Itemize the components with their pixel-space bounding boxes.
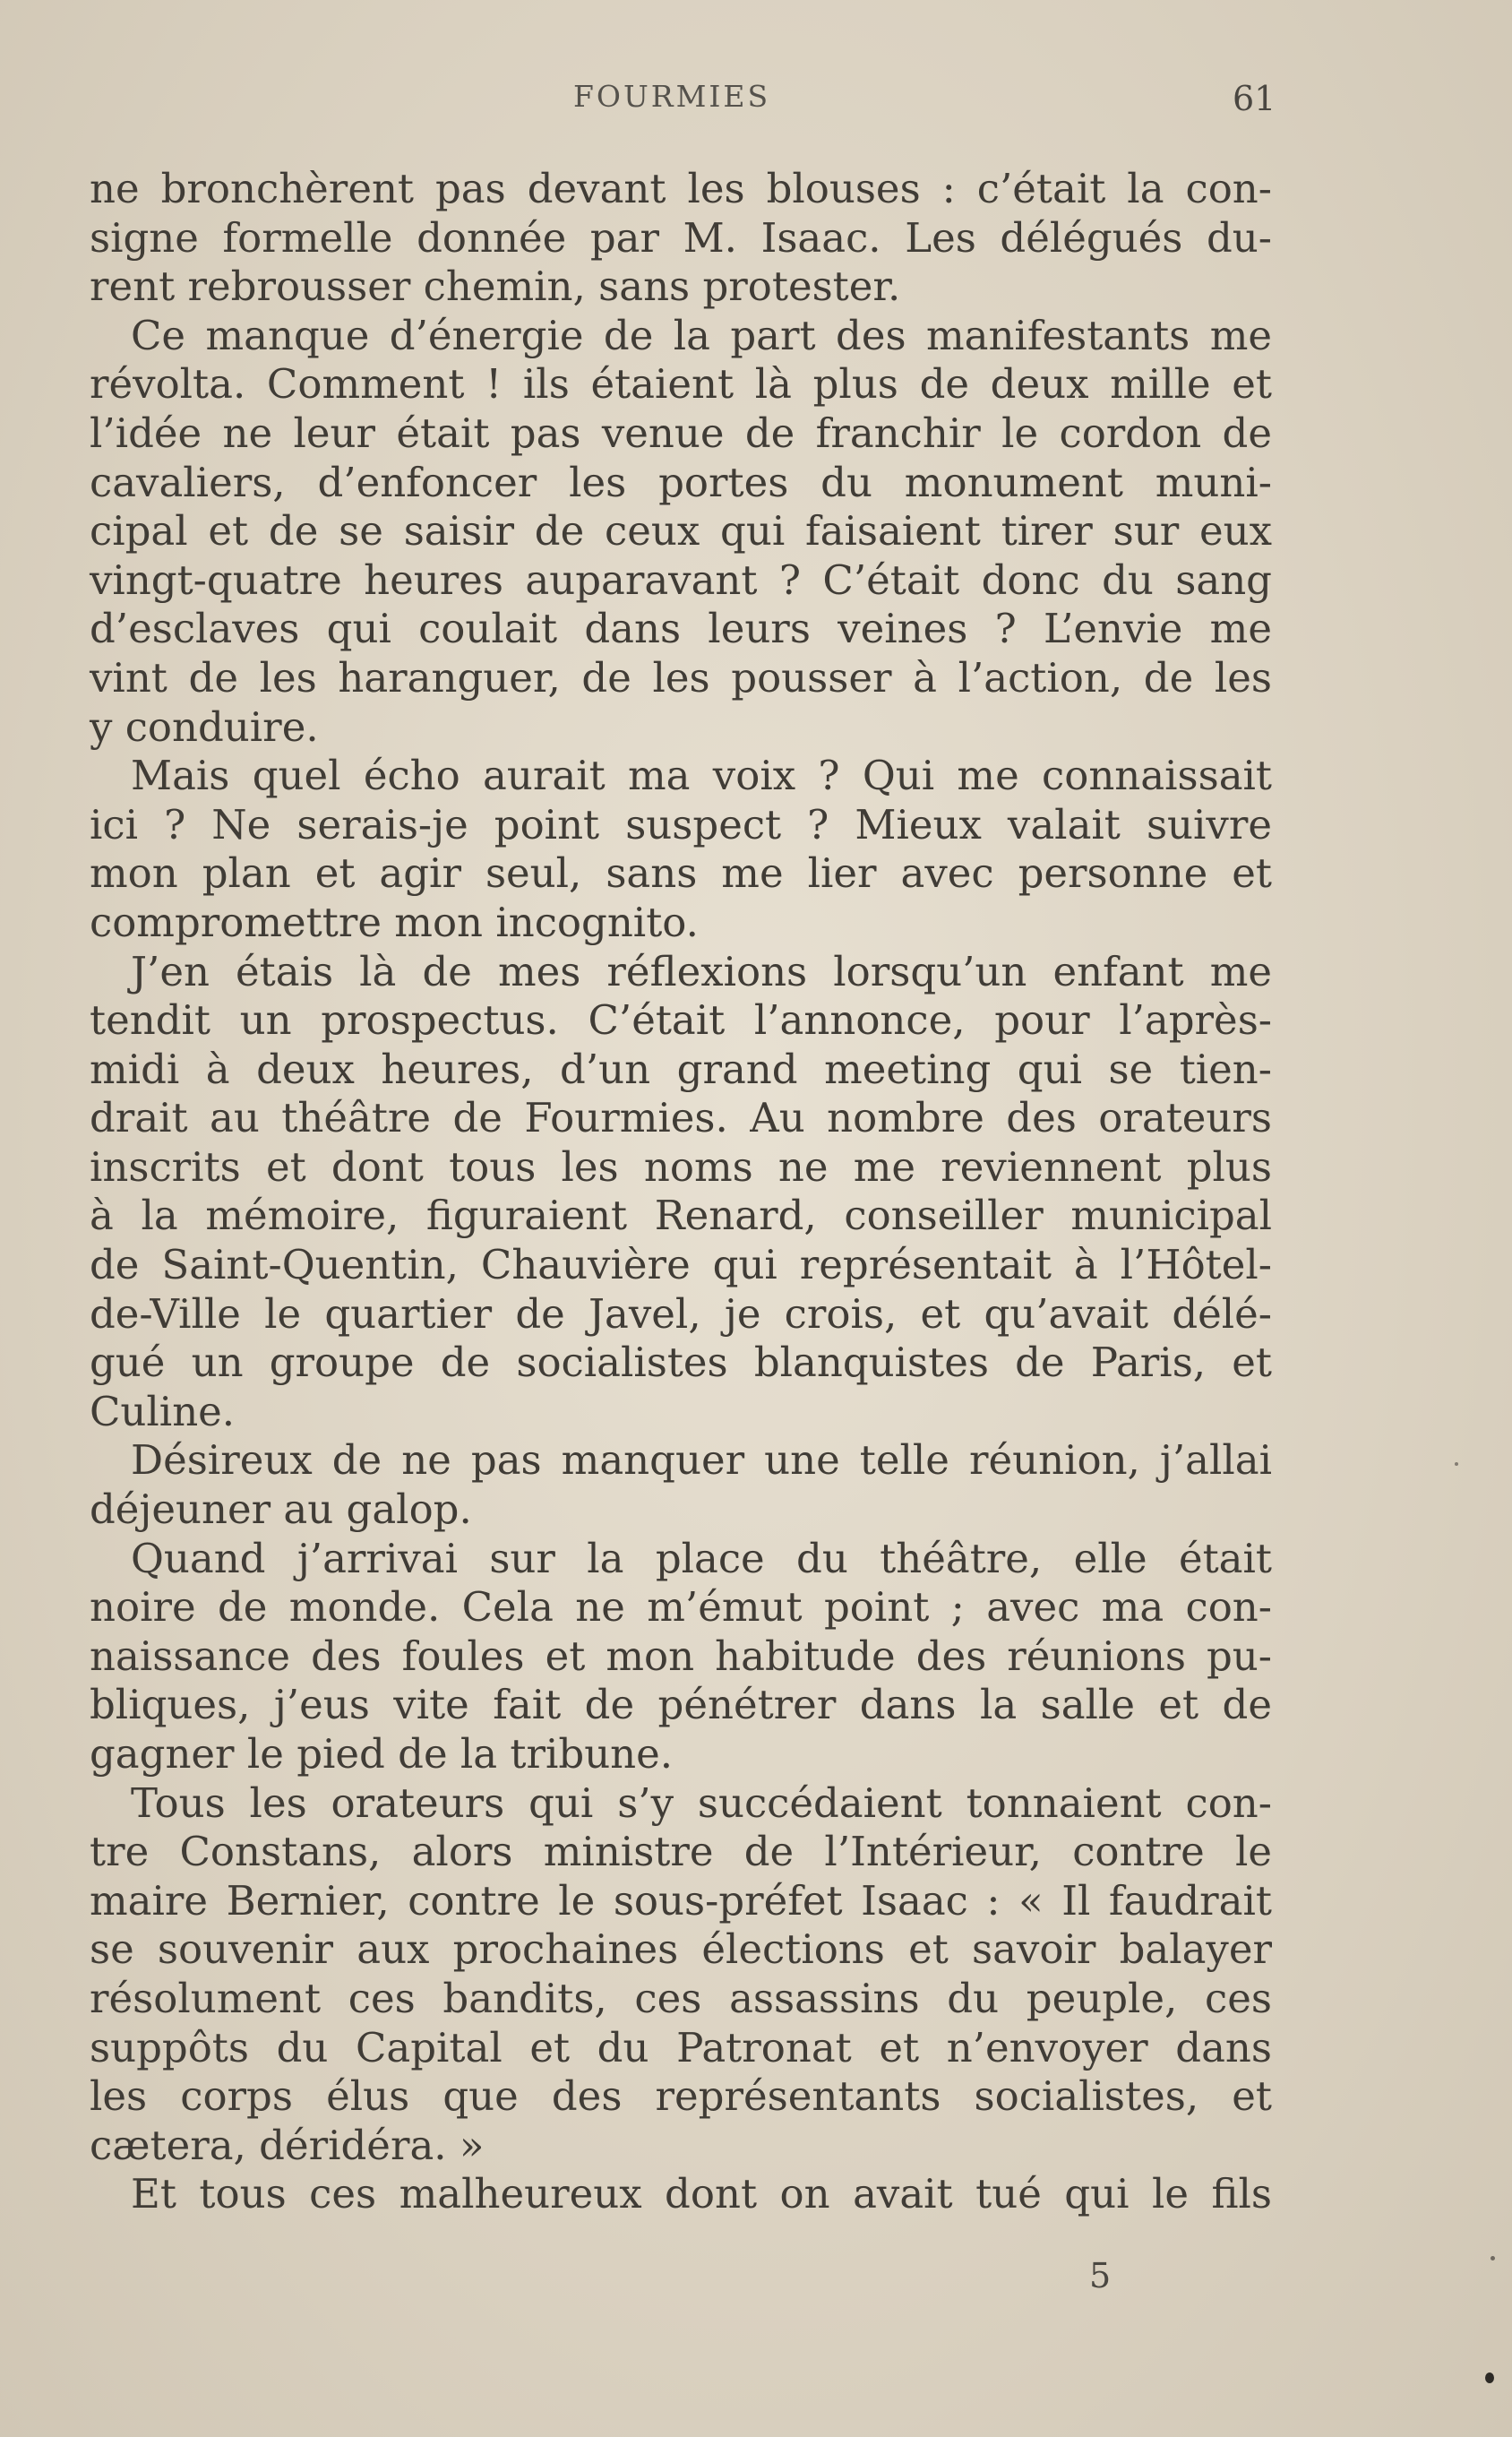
text-line: Et tous ces malheureux dont on avait tué qui le fils — [131, 2170, 1272, 2218]
text-line: de-Ville le quartier de Javel, je crois, et qu’avait délé- — [90, 1289, 1272, 1338]
text-line: compromettre mon incognito. — [90, 898, 699, 946]
text-line: d’esclaves qui coulait dans leurs veines ? L’envie me — [90, 605, 1272, 653]
text-line: mon plan et agir seul, sans me lier avec personne et — [90, 849, 1272, 898]
text-line: les corps élus que des représentants socialistes, et — [90, 2072, 1272, 2121]
text-line: inscrits et dont tous les noms ne me reviennent plus — [90, 1142, 1272, 1191]
ink-speck — [1491, 2256, 1495, 2260]
text-line: cætera, déridéra. » — [90, 2121, 485, 2169]
text-line: vint de les haranguer, de les pousser à l’action, de les — [90, 653, 1272, 702]
text-line: ici ? Ne serais-je point suspect ? Mieux valait suivre — [90, 800, 1272, 848]
text-line: ne bronchèrent pas devant les blouses : c’était la con- — [90, 165, 1272, 212]
text-line: cavaliers, d’enfoncer les portes du monument muni- — [90, 458, 1272, 506]
text-line: l’idée ne leur était pas venue de franchir le cordon de — [90, 409, 1272, 457]
ink-speck — [1485, 2372, 1494, 2383]
text-line: Tous les orateurs qui s’y succédaient tonnaient con- — [131, 1778, 1272, 1827]
text-line: Culine. — [90, 1387, 236, 1435]
text-line: gué un groupe de socialistes blanquistes de Paris, et — [90, 1339, 1272, 1387]
text-line: tre Constans, alors ministre de l’Intérieur, contre le — [90, 1828, 1272, 1876]
text-line: J’en étais là de mes réflexions lorsqu’un enfant me — [131, 947, 1272, 995]
text-line: Désireux de ne pas manquer une telle réunion, j’allai — [131, 1436, 1272, 1485]
text-line: vingt-quatre heures auparavant ? C’était donc du sang — [90, 555, 1272, 604]
text-line: à la mémoire, figuraient Renard, conseiller municipal — [90, 1192, 1272, 1240]
text-line: signe formelle donnée par M. Isaac. Les délégués du- — [90, 213, 1272, 262]
text-line: Ce manque d’énergie de la part des manifestants me — [131, 311, 1272, 359]
text-line: drait au théâtre de Fourmies. Au nombre des orateurs — [90, 1094, 1272, 1142]
text-line: déjeuner au galop. — [90, 1485, 472, 1534]
text-line: se souvenir aux prochaines élections et savoir balayer — [90, 1925, 1272, 1974]
text-line: gagner le pied de la tribune. — [90, 1730, 674, 1778]
text-line: naissance des foules et mon habitude des réunions pu- — [90, 1632, 1272, 1680]
text-line: résolument ces bandits, ces assassins du peuple, ces — [90, 1974, 1272, 2022]
text-line: y conduire. — [90, 702, 319, 751]
text-line: maire Bernier, contre le sous-préfet Isaac : « Il faudrait — [90, 1876, 1272, 1925]
text-line: révolta. Comment ! ils étaient là plus de deux mille et — [90, 360, 1272, 409]
text-line: bliques, j’eus vite fait de pénétrer dans la salle et de — [90, 1681, 1272, 1729]
signature-mark: 5 — [1089, 2256, 1112, 2295]
text-line: tendit un prospectus. C’était l’annonce, pour l’après- — [90, 996, 1272, 1045]
body-text — [90, 165, 1272, 2219]
page-number: 61 — [1233, 79, 1276, 118]
text-line: midi à deux heures, d’un grand meeting qui se tien- — [90, 1045, 1272, 1093]
ink-speck — [1455, 1462, 1458, 1466]
text-line: noire de monde. Cela ne m’émut point ; avec ma con- — [90, 1583, 1272, 1632]
text-line: suppôts du Capital et du Patronat et n’envoyer dans — [90, 2023, 1272, 2071]
text-line: cipal et de se saisir de ceux qui faisaient tirer sur eux — [90, 507, 1272, 555]
text-line: Quand j’arrivai sur la place du théâtre, elle était — [131, 1534, 1272, 1582]
text-line: rent rebrousser chemin, sans protester. — [90, 263, 901, 311]
text-line: Mais quel écho aurait ma voix ? Qui me connaissait — [131, 752, 1272, 800]
running-head: FOURMIES — [573, 79, 771, 114]
text-line: de Saint-Quentin, Chauvière qui représentait à l’Hôtel- — [90, 1241, 1272, 1289]
